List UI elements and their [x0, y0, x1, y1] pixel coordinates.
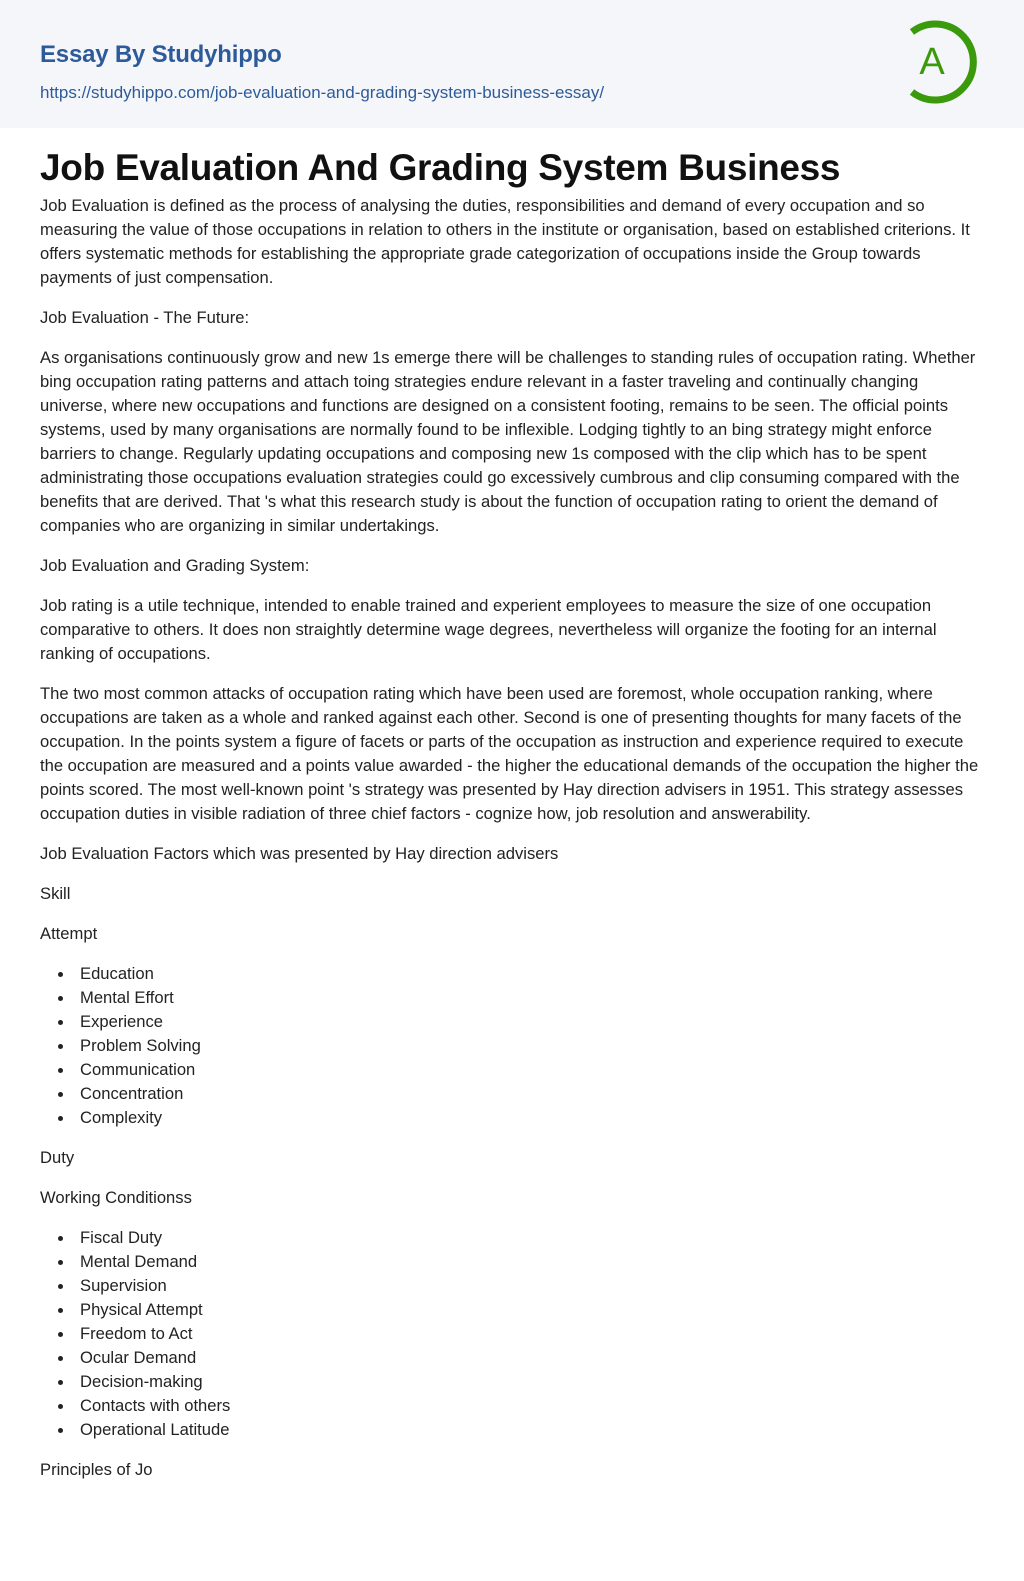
list-item: Physical Attempt [80, 1298, 984, 1322]
section-heading-grading-system: Job Evaluation and Grading System: [40, 556, 310, 575]
list-item: Complexity [80, 1106, 984, 1130]
paragraph-job-rating: Job rating is a utile technique, intended to enable trained and experient employees to measure the size of one occupation comparative to others. It does non straightly determine wage degrees, nevertheless will organize the footing for an internal ranking of occupations. [40, 596, 937, 663]
section-heading-factors: Job Evaluation Factors which was presented by Hay direction advisers [40, 844, 559, 863]
list-item: Ocular Demand [80, 1346, 984, 1370]
logo-letter: A [919, 41, 945, 83]
truncated-text: Principles of Jo [40, 1460, 153, 1479]
essay-url-link[interactable]: https://studyhippo.com/job-evaluation-and-grading-system-business-essay/ [40, 83, 605, 102]
section-heading-future: Job Evaluation - The Future: [40, 308, 250, 327]
paragraph-common-attacks: The two most common attacks of occupation rating which have been used are foremost, whole occupation ranking, where occupations are taken as a whole and ranked against each other. Second is one of presenting thoughts for many facets of the occupation. In the points system a figure of facets or parts of the occupation as instruction and experience required to execute the occupation are measured and a points value awarded - the higher the educational demands of the occupation the higher the points scored. The most well-known point 's strategy was presented by Hay direction advisers in 1951. This strategy assesses occupation duties in visible radiation of three chief factors - cognize how, job resolution and answerability. [40, 684, 979, 823]
duty-conditions-list [40, 1226, 984, 1442]
label-attempt: Attempt [40, 924, 98, 943]
list-item: Freedom to Act [80, 1322, 984, 1346]
list-item: Contacts with others [80, 1394, 984, 1418]
label-skill: Skill [40, 884, 71, 903]
list-item: Mental Demand [80, 1250, 984, 1274]
list-item: Fiscal Duty [80, 1226, 984, 1250]
list-item: Concentration [80, 1082, 984, 1106]
label-working-conditions: Working Conditionss [40, 1188, 192, 1207]
studyhippo-logo-icon[interactable] [906, 18, 982, 106]
list-item: Operational Latitude [80, 1418, 984, 1442]
page-title: Job Evaluation And Grading System Business [40, 147, 841, 188]
list-item: Problem Solving [80, 1034, 984, 1058]
list-item: Decision-making [80, 1370, 984, 1394]
skill-attempt-list [40, 962, 984, 1130]
article [0, 128, 1024, 1482]
site-header [0, 0, 1024, 128]
site-brand[interactable]: Essay By Studyhippo [40, 41, 282, 68]
list-item: Experience [80, 1010, 984, 1034]
list-item: Mental Effort [80, 986, 984, 1010]
list-item: Communication [80, 1058, 984, 1082]
list-item: Supervision [80, 1274, 984, 1298]
list-item: Education [80, 962, 984, 986]
label-duty: Duty [40, 1148, 75, 1167]
paragraph-intro: Job Evaluation is defined as the process of analysing the duties, responsibilities and demand of every occupation and so measuring the value of those occupations in relation to others in the institute or organisation, based on established criterions. It offers systematic methods for establishing the appropriate grade categorization of occupations inside the Group towards payments of just compensation. [40, 196, 970, 287]
paragraph-future: As organisations continuously grow and new 1s emerge there will be challenges to standing rules of occupation rating. Whether bing occupation rating patterns and attach toing strategies endure relevant in a faster traveling and continually changing universe, where new occupations and functions are designed on a consistent footing, remains to be seen. The official points systems, used by many organisations are normally found to be inflexible. Lodging tightly to an bing strategy might enforce barriers to change. Regularly updating occupations and composing new 1s composed with the clip which has to be spent administrating those occupations evaluation strategies could go excessively cumbrous and clip consuming compared with the benefits that are derived. That 's what this research study is about the function of occupation rating to orient the demand of companies who are organizing in similar undertakings. [40, 348, 976, 535]
